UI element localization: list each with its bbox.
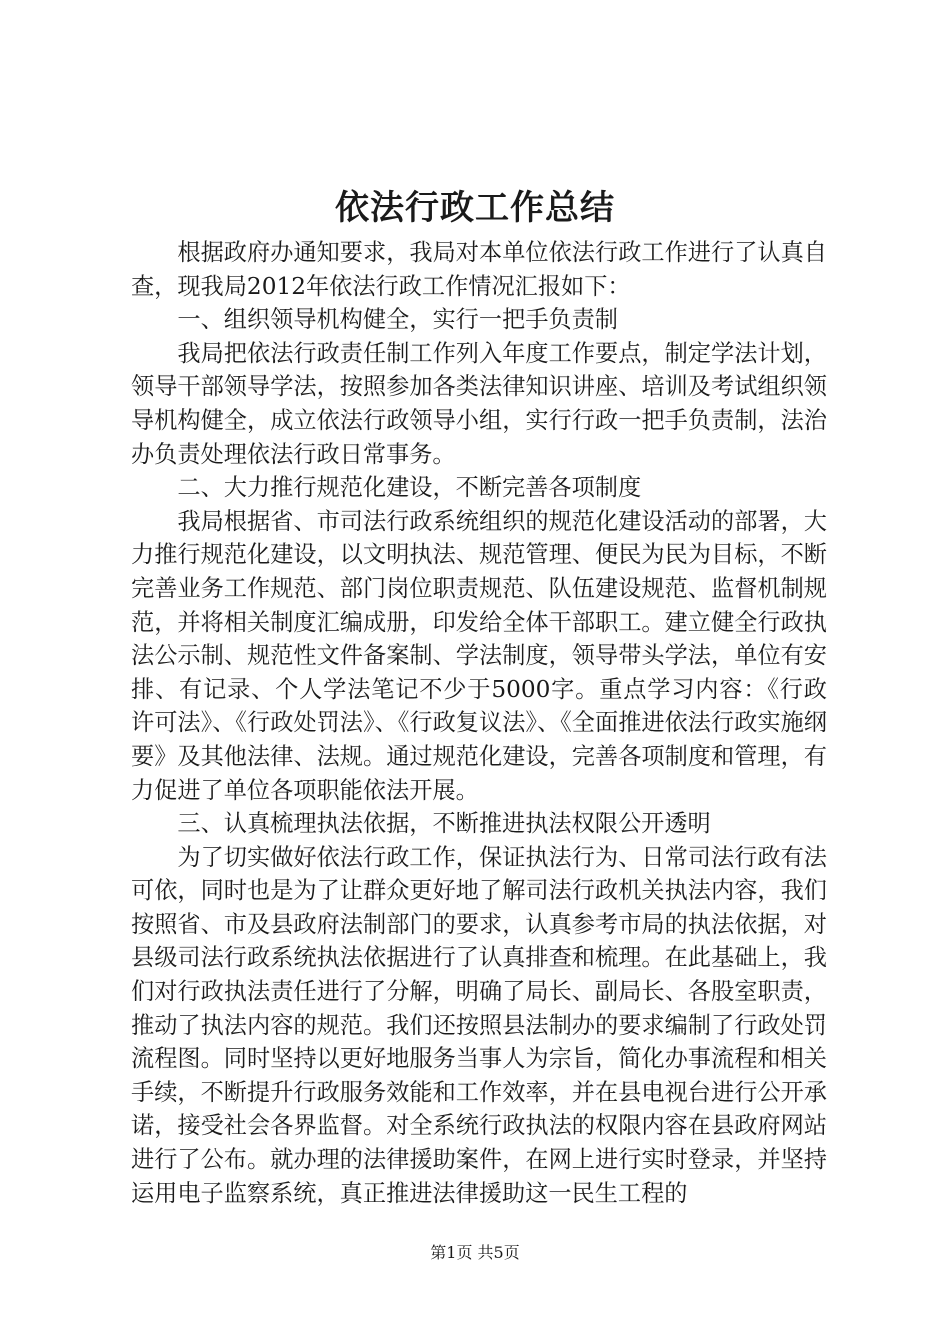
document-body <box>131 236 827 1210</box>
section-1-paragraph: 我局把依法行政责任制工作列入年度工作要点，制定学法计划，领导干部领导学法，按照参加各类法律知识讲座、培训及考试组织领导机构健全，成立依法行政领导小组，实行行政一把手负责制，法治办负责处理依法行政日常事务。 <box>131 339 827 468</box>
section-3-paragraph: 为了切实做好依法行政工作，保证执法行为、日常司法行政有法可依，同时也是为了让群众更好地了解司法行政机关执法内容，我们按照省、市及县政府法制部门的要求，认真参考市局的执法依据，对县级司法行政系统执法依据进行了认真排查和梳理。在此基础上，我们对行政执法责任进行了分解，明确了局长、副局长、各股室职责，推动了执法内容的规范。我们还按照县法制办的要求编制了行政处罚流程图。同时坚持以更好地服务当事人为宗旨，简化办事流程和相关手续，不断提升行政服务效能和工作效率，并在县电视台进行公开承诺，接受社会各界监督。对全系统行政执法的权限内容在县政府网站进行了公布。就办理的法律援助案件，在网上进行实时登录，并坚持运用电子监察系统，真正推进法律援助这一民生工程的 <box>131 843 827 1207</box>
section-2-paragraph: 我局根据省、市司法行政系统组织的规范化建设活动的部署，大力推行规范化建设，以文明执法、规范管理、便民为民为目标，不断完善业务工作规范、部门岗位职责规范、队伍建设规范、监督机制规范，并将相关制度汇编成册，印发给全体干部职工。建立健全行政执法公示制、规范性文件备案制、学法制度，领导带头学法，单位有安排、有记录、个人学法笔记不少于5000字。重点学习内容：《行政许可法》、《行政处罚法》、《行政复议法》、《全面推进依法行政实施纲要》及其他法律、法规。通过规范化建设，完善各项制度和管理，有力促进了单位各项职能依法开展。 <box>131 507 827 804</box>
intro-paragraph: 根据政府办通知要求，我局对本单位依法行政工作进行了认真自查，现我局2012年依法行政工作情况汇报如下： <box>131 239 827 300</box>
document-title: 依法行政工作总结 <box>335 188 615 228</box>
section-heading-2: 二、大力推行规范化建设，不断完善各项制度 <box>177 474 642 502</box>
section-heading-3: 三、认真梳理执法依据，不断推进执法权限公开透明 <box>177 810 711 838</box>
section-heading-1: 一、组织领导机构健全，实行一把手负责制 <box>177 306 618 334</box>
page-footer: 第1页 共5页 <box>430 1243 520 1262</box>
